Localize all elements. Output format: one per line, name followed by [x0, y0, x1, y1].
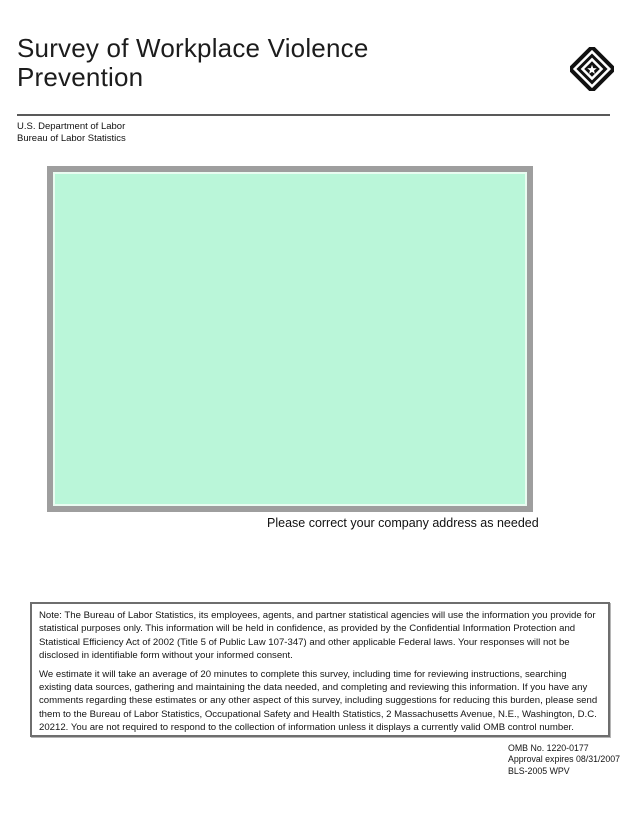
- page-title: Survey of Workplace Violence Prevention: [17, 33, 369, 92]
- dol-diamond-logo-icon: [570, 47, 614, 91]
- agency-line-1: U.S. Department of Labor: [17, 121, 126, 132]
- omb-number: OMB No. 1220-0177: [508, 743, 589, 753]
- burden-estimate-paragraph: We estimate it will take an average of 20 minutes to complete this survey, including time for reviewing instructions, searching existing data sources, gathering and maintaining the data needed, and completing and reviewing this information. If you have any comments regarding these estimates or any other aspect of this survey, including suggestions for reducing this burden, please send them to the Bureau of Labor Statistics, Occupational Safety and Health Statistics, 2 Massachusetts Avenue, N.E., Washington, D.C. 20212. You are not required to respond to the collection of information unless it displays a currently valid OMB control number.: [39, 668, 598, 734]
- omb-block: [508, 743, 620, 777]
- address-label-box[interactable]: [47, 166, 533, 512]
- form-number: BLS-2005 WPV: [508, 765, 570, 776]
- confidentiality-paragraph: Note: The Bureau of Labor Statistics, its employees, agents, and partner statistical agencies will use the information you provide for statistical purposes only. This information will be held in confidence, as provided by the Confidential Information Protection and Statistical Efficiency Act of 2002 (Title 5 of Public Law 107-347) and other applicable Federal laws. Your responses will not be disclosed in identifiable form without your informed consent.: [39, 610, 596, 662]
- omb-expiration: Approval expires 08/31/2007: [508, 754, 620, 765]
- notice-box: [30, 602, 610, 737]
- header-divider: [17, 114, 610, 116]
- agency-block: [17, 121, 126, 145]
- address-caption: Please correct your company address as needed: [267, 516, 539, 530]
- agency-line-2: Bureau of Labor Statistics: [17, 133, 126, 144]
